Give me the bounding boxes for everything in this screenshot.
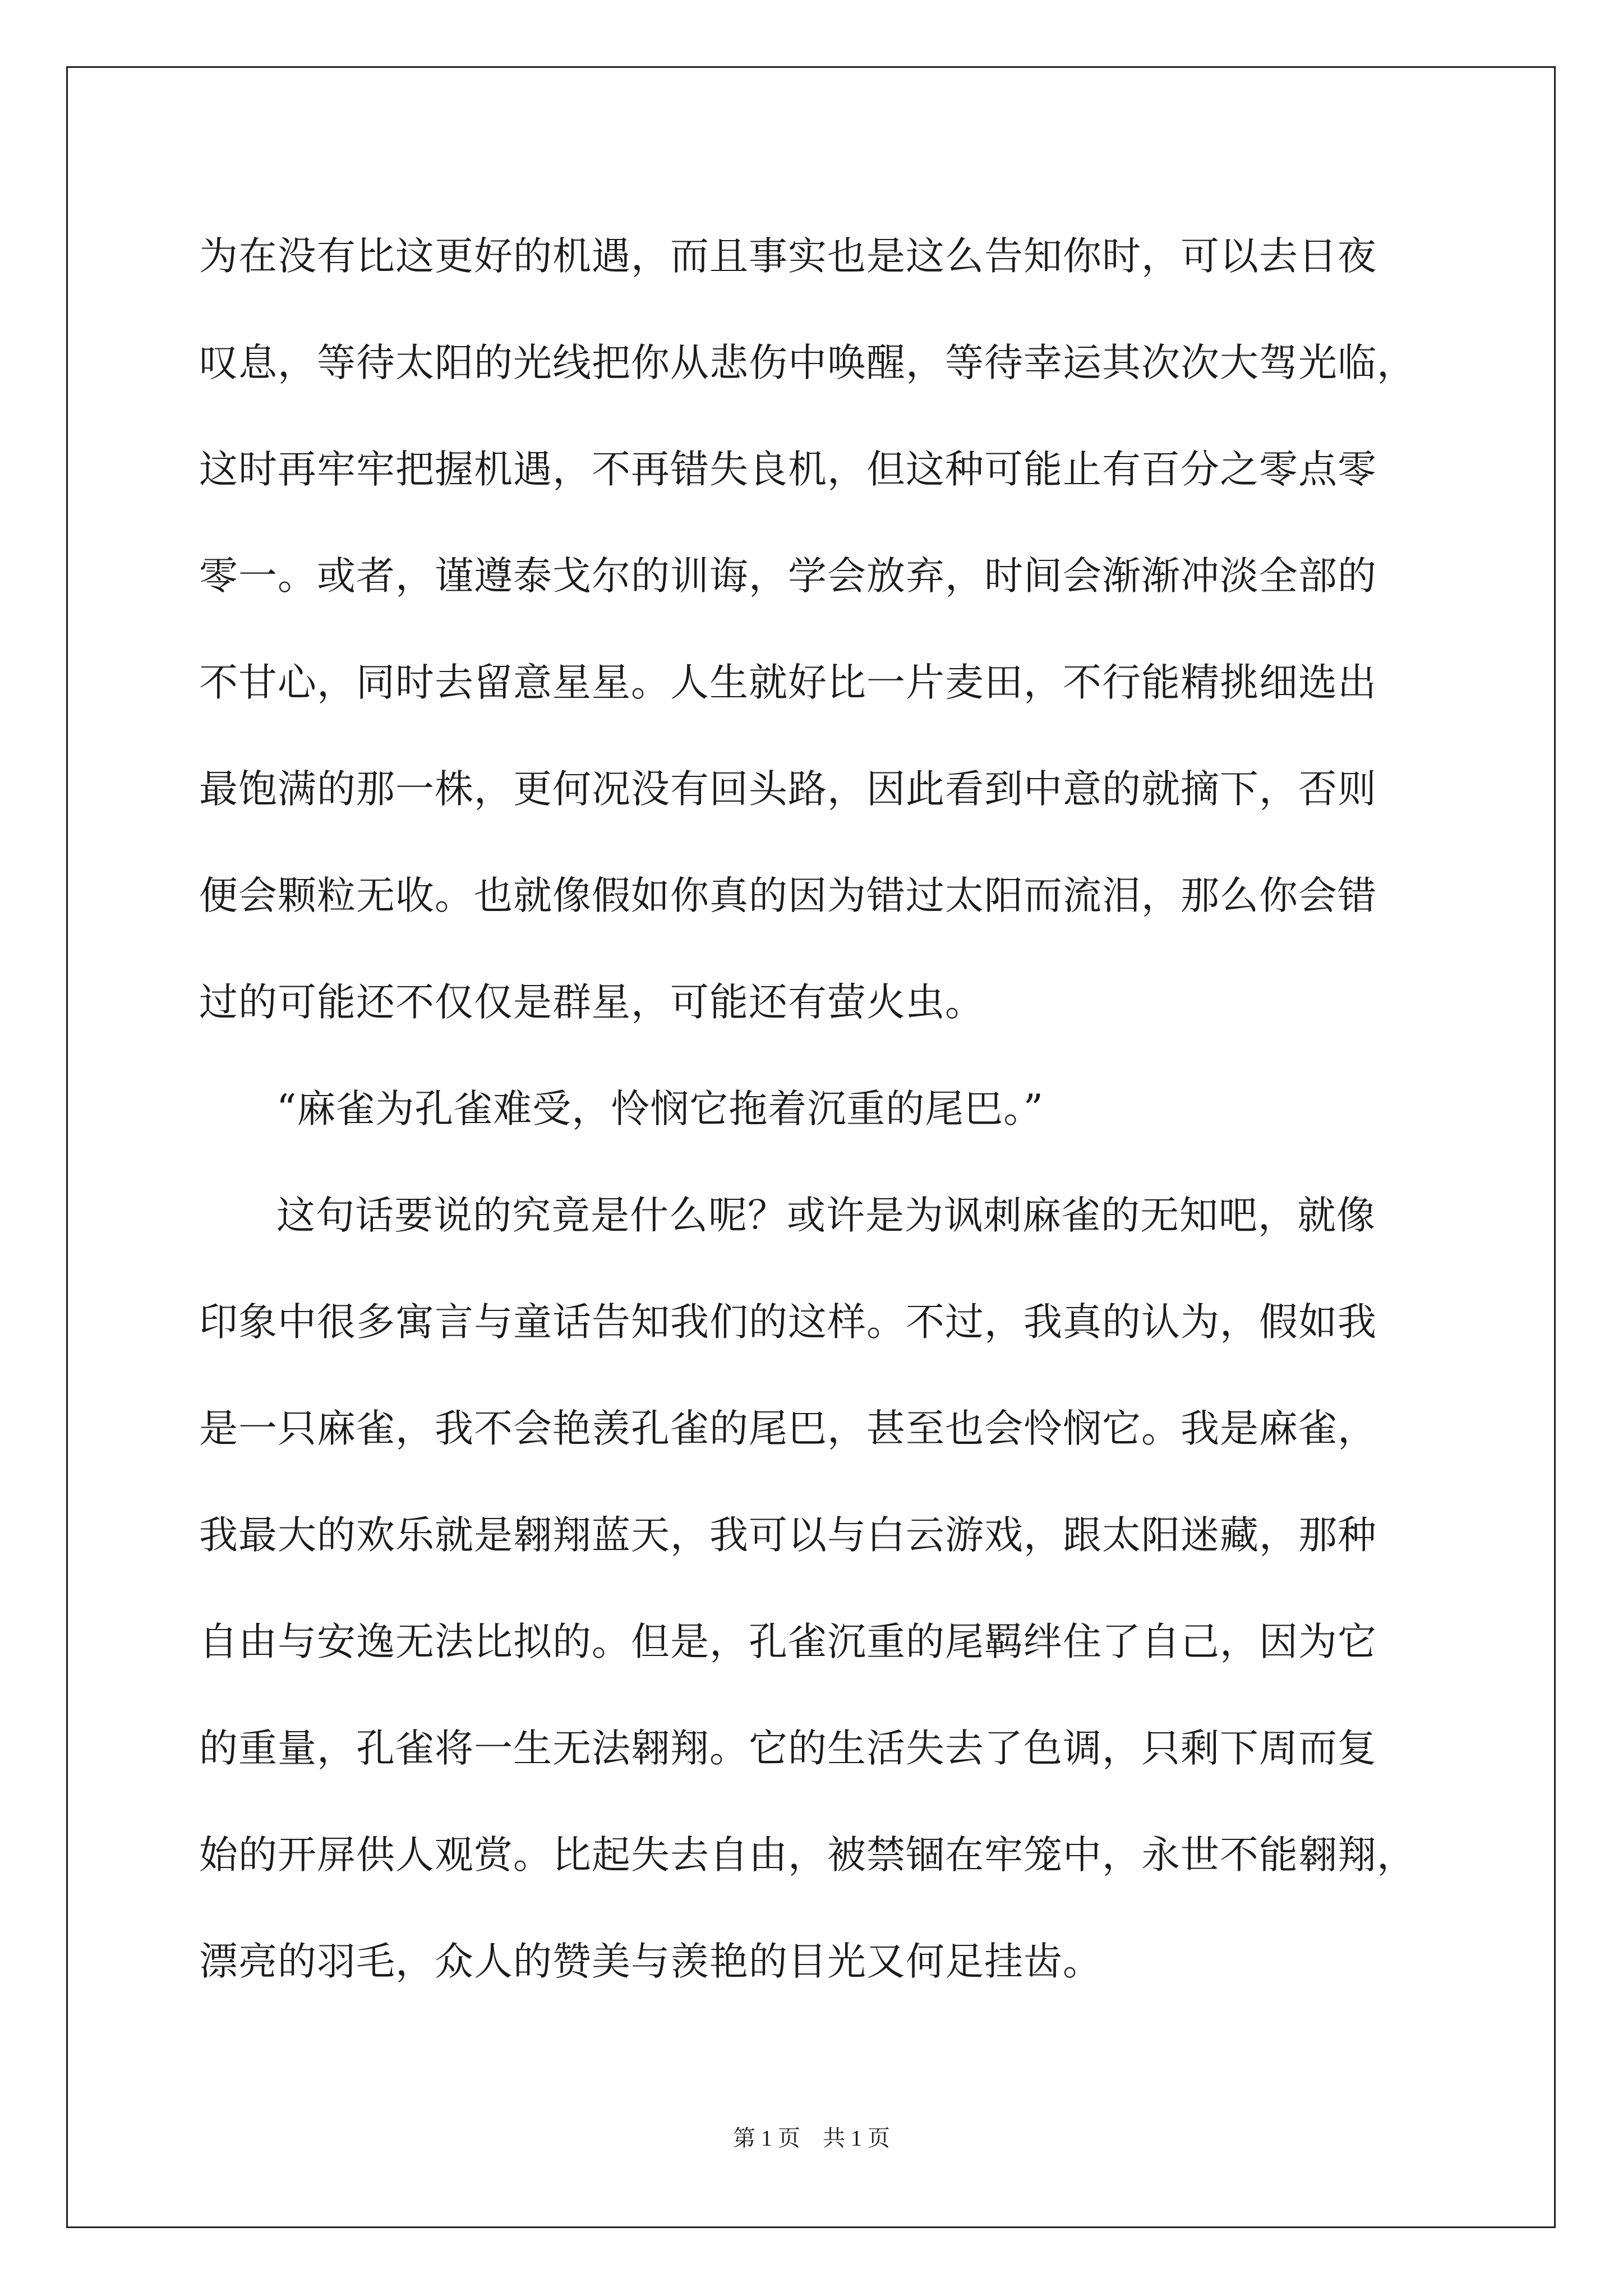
quote-line: “麻雀为孔雀难受，怜悯它拖着沉重的尾巴。”	[276, 1087, 1044, 1131]
text-line: 漂亮的羽毛，众人的赞美与羡艳的目光又何足挂齿。	[199, 1939, 1102, 1984]
text-line: 最饱满的那一株，更何况没有回头路，因此看到中意的就摘下，否则	[199, 767, 1377, 812]
text-line: 便会颗粒无收。也就像假如你真的因为错过太阳而流泪，那么你会错	[199, 873, 1377, 918]
text-line: 叹息，等待太阳的光线把你从悲伤中唤醒，等待幸运其次次大驾光临，	[199, 341, 1416, 385]
text-line: 不甘心，同时去留意星星。人生就好比一片麦田，不行能精挑细选出	[199, 660, 1377, 705]
text-line: 这时再牢牢把握机遇，不再错失良机，但这种可能止有百分之零点零	[199, 447, 1377, 492]
document-body	[199, 203, 1455, 2015]
paragraph-start-line: 这句话要说的究竟是什么呢？或许是为讽刺麻雀的无知吧，就像	[276, 1193, 1376, 1238]
text-line: 自由与安逸无法比拟的。但是，孔雀沉重的尾羁绊住了自己，因为它	[199, 1619, 1377, 1664]
text-line: 为在没有比这更好的机遇，而且事实也是这么告知你时，可以去日夜	[199, 234, 1377, 279]
page-number-footer: 第 1 页 共 1 页	[733, 2125, 890, 2151]
text-line: 始的开屏供人观赏。比起失去自由，被禁锢在牢笼中，永世不能翱翔，	[199, 1833, 1416, 1878]
text-line: 的重量，孔雀将一生无法翱翔。它的生活失去了色调，只剩下周而复	[199, 1726, 1377, 1771]
text-line: 我最大的欢乐就是翱翔蓝天，我可以与白云游戏，跟太阳迷藏，那种	[199, 1513, 1377, 1558]
text-line: 过的可能还不仅仅是群星，可能还有萤火虫。	[199, 980, 984, 1025]
text-line: 零一。或者，谨遵泰戈尔的训诲，学会放弃，时间会渐渐冲淡全部的	[199, 554, 1377, 599]
text-line: 印象中很多寓言与童话告知我们的这样。不过，我真的认为，假如我	[199, 1300, 1377, 1345]
text-line: 是一只麻雀，我不会艳羡孔雀的尾巴，甚至也会怜悯它。我是麻雀，	[199, 1406, 1377, 1451]
